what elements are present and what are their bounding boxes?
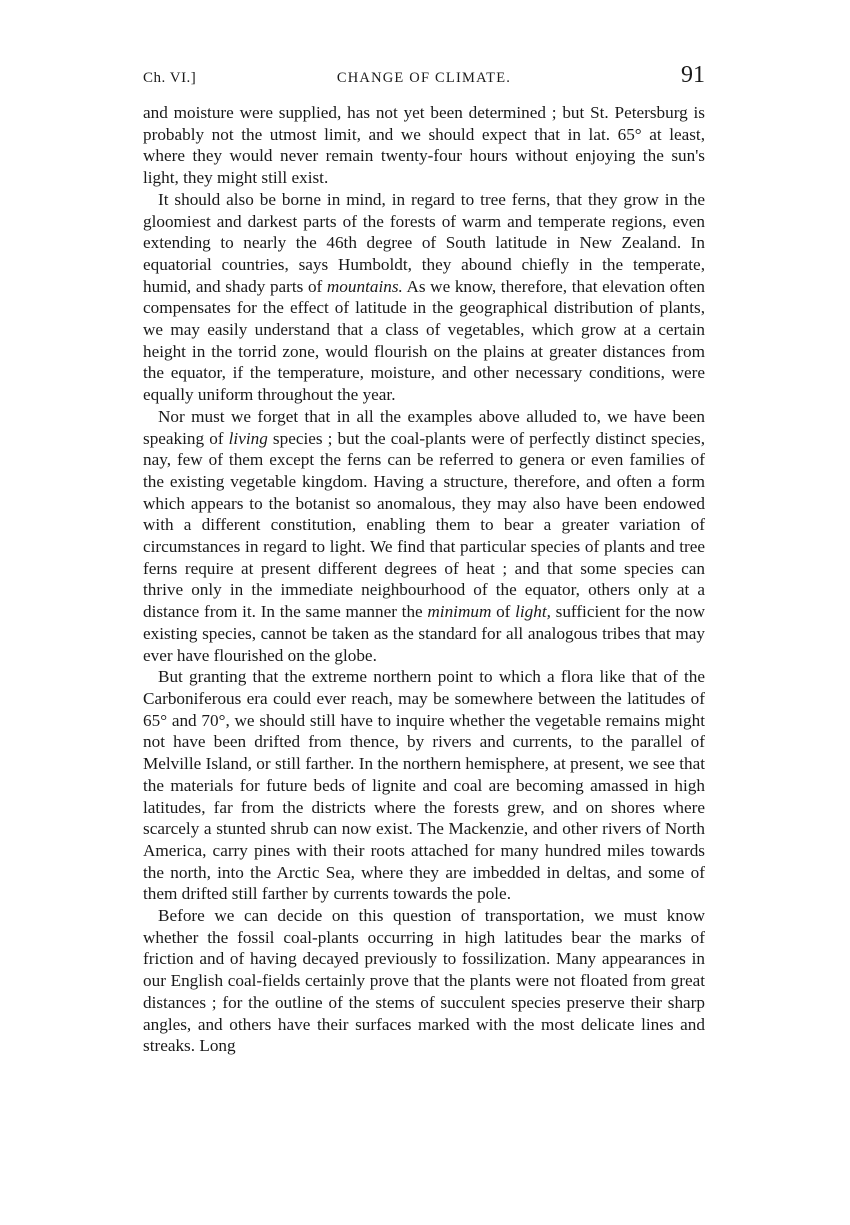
- italic-run: light,: [515, 602, 551, 622]
- text-run: As we know, therefore, that elevation often compensates for the effect of latitude in the geographical distribution of plants, we may easily understand that a class of vegetables, which grow at a certain height in the torrid zone, would flourish on the plains at greater distances from the equator, if the temperature, moisture, and other necessary conditions, were equally uniform throughout the year.: [143, 276, 705, 405]
- italic-run: mountains.: [326, 276, 403, 296]
- paragraph: [143, 905, 705, 1057]
- text-run: of: [491, 602, 516, 622]
- text-run: and moisture were supplied, has not yet been determined ; but St. Petersburg is probably not the utmost limit, and we should expect that in lat. 65° at least, where they would never remain twenty-four hours without enjoying the sun's light, they might still exist.: [143, 103, 705, 188]
- body-text: [143, 102, 705, 1057]
- text-run: species ; but the coal-plants were of perfectly distinct species, nay, few of them except the ferns can be referred to genera or even families of the existing vegetable kingdom. Having a structure, therefore, and often a form which appears to the botanist so anomalous, they may also have been endowed with a different constitution, enabling them to bear a greater variation of circumstances in regard to light. We find that particular species of plants and tree ferns require at present different degrees of heat ; and that some species can thrive only in the immediate neighbourhood of the equator, others only at a distance from it. In the same manner the: [143, 428, 705, 622]
- book-page: [143, 62, 705, 1057]
- paragraph: [143, 406, 705, 666]
- paragraph: [143, 102, 705, 189]
- paragraph: [143, 189, 705, 406]
- italic-run: minimum: [427, 602, 492, 622]
- running-head: [143, 62, 705, 102]
- chapter-label: Ch. VI.]: [143, 70, 197, 86]
- page-number: 91: [681, 62, 705, 88]
- text-run: But granting that the extreme northern point to which a flora like that of the Carboniferous era could ever reach, may be somewhere between the latitudes of 65° and 70°, we should still have to inquire whether the vegetable remains might not have been drifted from thence, by rivers and currents, to the parallel of Melville Island, or still farther. In the northern hemisphere, at present, we see that the materials for future beds of lignite and coal are becoming amassed in high latitudes, far from the districts where the forests grew, and on shores where scarcely a stunted shrub can now exist. The Mackenzie, and other rivers of North America, carry pines with their roots attached for many hundred miles towards the north, into the Arctic Sea, where they are imbedded in deltas, and some of them drifted still farther by currents towards the pole.: [143, 667, 705, 904]
- text-run: sufficient for the now existing species, cannot be taken as the standard for all analogous tribes that may ever have flourished on the globe.: [143, 602, 705, 665]
- italic-run: living: [228, 428, 268, 448]
- text-run: It should also be borne in mind, in regard to tree ferns, that they grow in the gloomiest and darkest parts of the forests of warm and temperate regions, even extending to nearly the 46th degree of South latitude in New Zealand. In equatorial countries, says Humboldt, they abound chiefly in the temperate, humid, and shady parts of: [143, 189, 705, 296]
- text-run: Before we can decide on this question of transportation, we must know whether the fossil coal-plants occurring in high latitudes bear the marks of friction and of having decayed previously to fossilization. Many appearances in our English coal-fields certainly prove that the plants were not floated from great distances ; for the outline of the stems of succulent species preserve their sharp angles, and others have their surfaces marked with the most delicate lines and streaks. Long: [143, 906, 705, 1056]
- paragraph: [143, 666, 705, 905]
- page-title: CHANGE OF CLIMATE.: [336, 70, 512, 86]
- text-run: Nor must we forget that in all the examples above alluded to, we have been speaking of: [143, 406, 705, 448]
